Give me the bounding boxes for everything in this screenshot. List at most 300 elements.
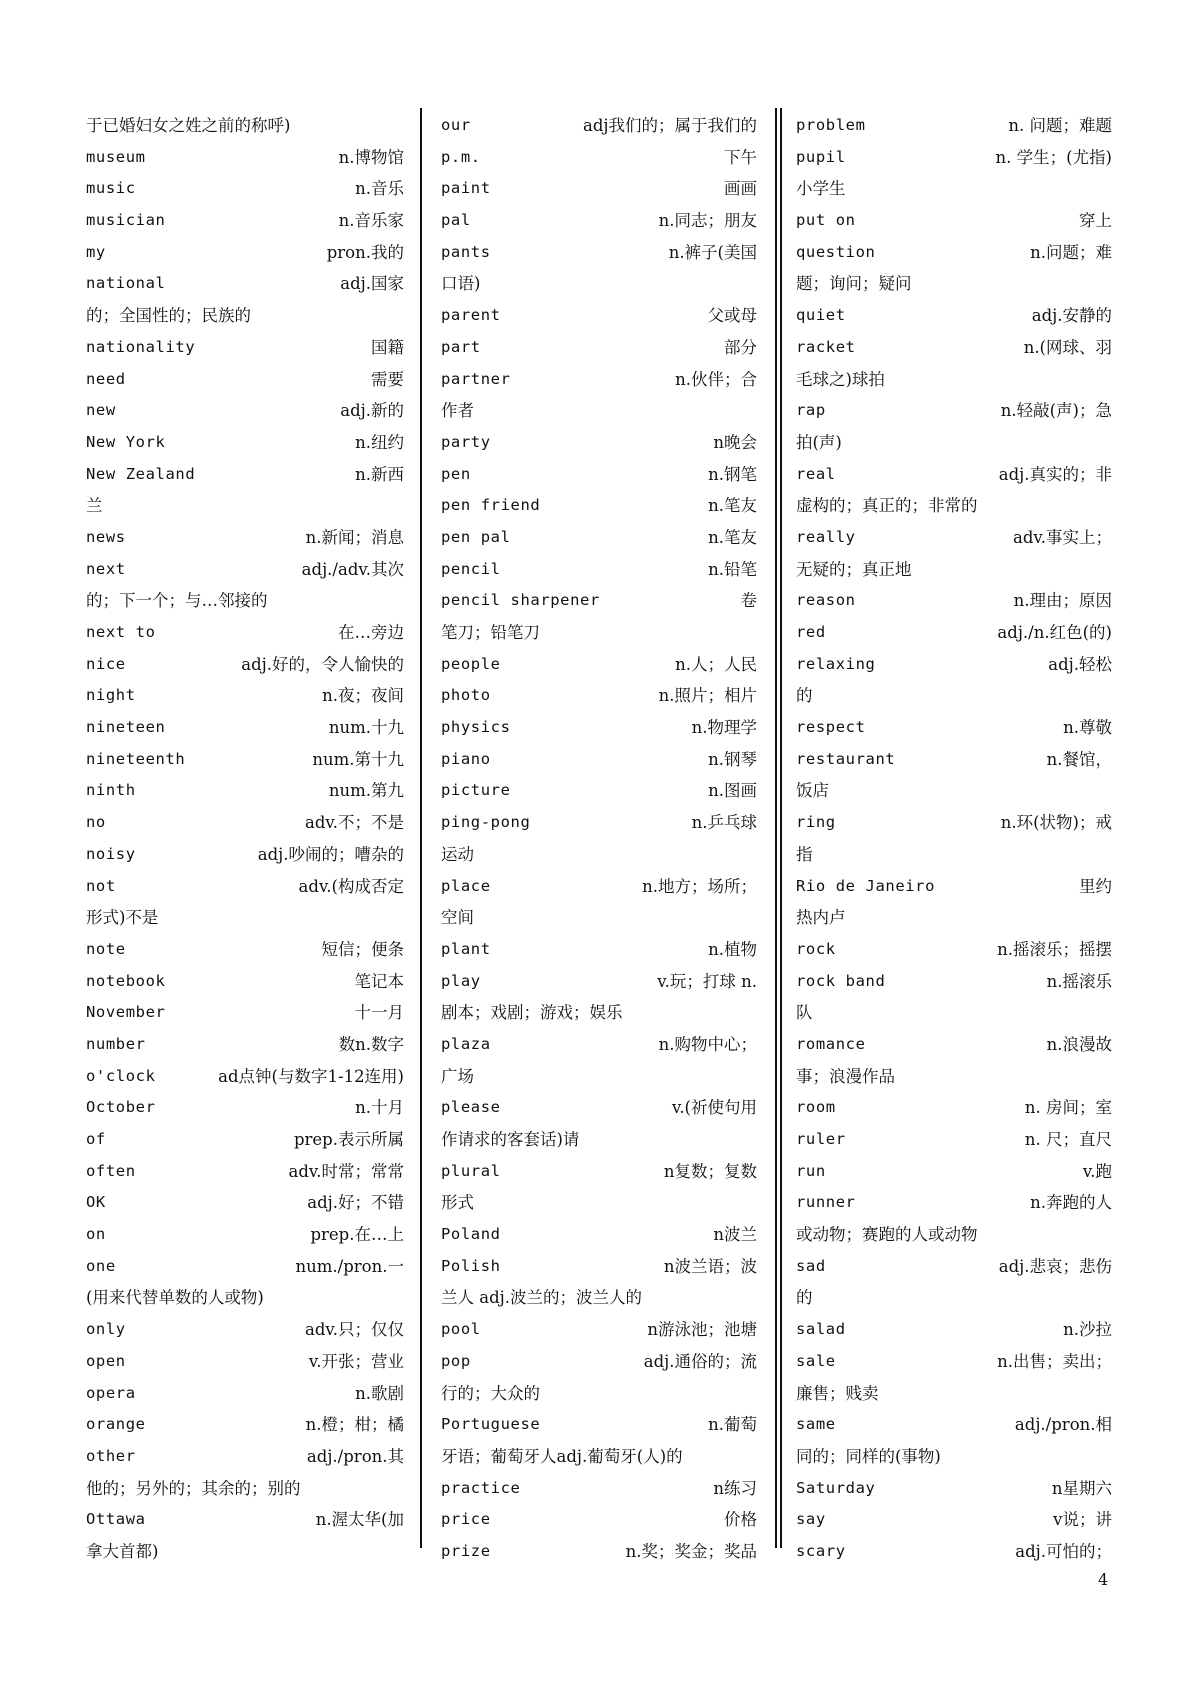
vocab-entry [86,1092,404,1124]
entry-word: red [796,623,826,641]
entry-word: practice [441,1478,521,1497]
vocab-entry [86,1314,404,1346]
column-divider [420,108,422,1548]
entry-definition: adv.只；仅仅 [304,1320,404,1340]
vocab-entry [796,237,1112,269]
continuation-text: 小学生 [796,179,846,199]
entry-word: room [796,1098,836,1117]
continuation-text: 拿大首都) [86,1541,159,1561]
vocab-entry [441,871,757,903]
entry-word: racket [796,337,856,356]
entry-word: Saturday [796,1478,876,1497]
entry-word: pen [441,464,471,483]
continuation-text: 牙语；葡萄牙人adj.葡萄牙(人)的 [441,1446,683,1466]
continuation-text: 饭店 [796,781,829,801]
entry-word: New York [86,432,166,451]
vocab-entry [441,680,757,712]
entry-word: notebook [86,971,166,990]
entry-word: really [796,527,856,546]
entry-word: ping-pong [441,813,531,832]
vocab-entry [86,839,404,871]
vocab-entry [86,459,404,491]
entry-definition: n.尊敬 [1063,718,1112,738]
entry-definition: 里约 [1079,876,1112,896]
definition-continuation [86,902,404,934]
vocab-entry [796,1187,1112,1219]
continuation-text: 事；浪漫作品 [796,1066,895,1086]
entry-word: musician [86,211,166,230]
vocab-entry [86,1187,404,1219]
vocab-entry [86,934,404,966]
vocab-entry [86,237,404,269]
entry-word: prize [441,1541,491,1560]
vocab-entry [86,268,404,300]
entry-word: romance [796,1034,866,1053]
entry-definition: prep.表示所属 [293,1130,404,1149]
entry-definition: n.植物 [708,939,757,959]
entry-word: real [796,464,836,483]
vocab-entry [441,744,757,776]
continuation-text: 兰人 adj.波兰的；波兰人的 [441,1288,643,1308]
continuation-text: 作请求的客套话)请 [441,1130,580,1149]
entry-definition: n.图画 [708,781,757,801]
definition-continuation [796,1282,1112,1314]
vocab-entry [796,110,1112,142]
continuation-text: 拍(声) [796,432,842,452]
continuation-text: 剧本；戏剧；游戏；娱乐 [441,1003,623,1023]
definition-continuation [796,173,1112,205]
column-divider [775,108,777,1548]
entry-word: same [796,1415,836,1434]
vocab-entry [86,1378,404,1410]
continuation-text: 口语) [441,274,481,294]
entry-word: rock band [796,971,886,990]
continuation-text: 廉售；贱卖 [796,1383,879,1403]
entry-definition: adv.事实上； [1012,527,1112,547]
definition-continuation [86,1282,404,1314]
definition-continuation [86,585,404,617]
entry-word: often [86,1161,136,1180]
entry-definition: n.音乐家 [338,211,404,231]
entry-word: quiet [796,306,846,325]
vocab-entry [796,807,1112,839]
vocab-entry [86,1029,404,1061]
vocab-entry [796,1092,1112,1124]
entry-definition: n.物理学 [691,718,757,738]
continuation-text: 热内卢 [796,908,846,928]
entry-definition: n游泳池；池塘 [647,1320,757,1340]
vocab-entry [441,1092,757,1124]
entry-definition: n.问题；难 [1030,242,1112,262]
entry-definition: 父或母 [707,306,757,326]
definition-continuation [441,617,757,649]
entry-definition: n.轻敲(声)；急 [1000,401,1112,421]
vocab-entry [86,649,404,681]
entry-word: no [86,813,106,832]
entry-definition: 国籍 [371,337,404,357]
vocab-entry [441,142,757,174]
vocab-entry [796,1156,1112,1188]
vocab-entry [796,300,1112,332]
entry-definition: adj./pron.相 [1014,1415,1112,1435]
continuation-text: 形式 [441,1193,474,1213]
vocab-entry [441,205,757,237]
entry-word: only [86,1320,126,1339]
entry-word: note [86,939,126,958]
entry-definition: n.人；人民 [675,654,757,674]
vocab-entry [796,585,1112,617]
definition-continuation [796,680,1112,712]
entry-word: on [86,1225,106,1244]
vocab-entry [796,1504,1112,1536]
vocab-entry [796,395,1112,427]
entry-word: part [441,337,481,356]
vocab-entry [441,300,757,332]
entry-word: ruler [796,1130,846,1148]
vocab-entry [441,459,757,491]
entry-definition: n.十月 [355,1098,404,1118]
entry-word: pen friend [441,496,541,515]
definition-continuation [796,364,1112,396]
definition-continuation [796,997,1112,1029]
entry-definition: n.歌剧 [355,1383,404,1403]
entry-word: nineteenth [86,749,186,768]
entry-word: paint [441,179,491,198]
entry-definition: n.纽约 [355,432,404,452]
vocab-entry [86,807,404,839]
continuation-text: 的；下一个；与…邻接的 [86,591,268,611]
entry-word: pencil sharpener [441,591,600,610]
entry-definition: 下午 [724,147,757,167]
entry-definition: n.奔跑的人 [1030,1193,1112,1213]
entry-definition: n.同志；朋友 [658,211,757,231]
entry-definition: n.博物馆 [338,147,404,167]
vocab-entry [86,1409,404,1441]
entry-word: nice [86,654,126,673]
entry-word: plural [441,1161,501,1180]
entry-definition: num./pron.一 [295,1256,404,1276]
vocab-entry [441,110,757,142]
continuation-text: 的 [796,1288,813,1308]
entry-definition: num.第十九 [312,749,404,769]
continuation-text: 空间 [441,908,474,928]
entry-word: problem [796,116,866,134]
vocab-entry [796,966,1112,998]
entry-definition: adj.可怕的； [1015,1541,1112,1561]
entry-definition: n晚会 [713,432,757,452]
entry-word: rock [796,939,836,958]
continuation-text: 作者 [441,401,474,421]
vocab-entry [86,744,404,776]
vocab-entry [796,617,1112,649]
entry-definition: n.乒乓球 [691,813,757,833]
continuation-text: 题；询问；疑问 [796,274,912,294]
entry-definition: adj.通俗的；流 [643,1351,757,1371]
continuation-text: 行的；大众的 [441,1383,540,1403]
entry-definition: n.奖；奖金；奖品 [625,1541,757,1561]
continuation-text: 形式)不是 [86,908,159,928]
entry-definition: n.音乐 [355,179,404,199]
entry-definition: n.钢琴 [708,749,757,769]
entry-word: picture [441,781,511,800]
entry-word: piano [441,749,491,768]
vocab-entry [796,1536,1112,1568]
definition-continuation [441,1187,757,1219]
entry-word: price [441,1510,491,1529]
entry-word: nationality [86,337,196,356]
entry-definition: 数n.数字 [338,1034,404,1054]
entry-word: one [86,1256,116,1275]
entry-word: Polish [441,1256,501,1275]
entry-word: our [441,116,471,134]
continuation-text: (用来代替单数的人或物) [86,1288,264,1308]
vocab-entry [796,522,1112,554]
entry-word: other [86,1446,136,1465]
entry-definition: adj./pron.其 [306,1446,404,1466]
definition-continuation [441,268,757,300]
entry-word: pupil [796,147,846,166]
entry-definition: n.橙；柑；橘 [305,1415,404,1435]
entry-word: Portuguese [441,1415,541,1434]
entry-definition: n.沙拉 [1063,1320,1112,1340]
continuation-text: 的 [796,686,813,706]
vocab-entry [86,966,404,998]
entry-word: respect [796,718,866,737]
entry-word: put on [796,211,856,230]
entry-word: physics [441,718,511,737]
column-divider [780,108,782,1548]
entry-definition: n.照片；相片 [658,686,757,706]
entry-definition: n. 房间；室 [1024,1098,1112,1118]
vocab-entry [796,459,1112,491]
entry-definition: 部分 [724,337,757,357]
definition-continuation [441,1061,757,1093]
entry-definition: adj.吵闹的；嘈杂的 [257,844,404,864]
vocab-entry [86,205,404,237]
vocab-entry [86,871,404,903]
entry-definition: n.渥太华(加 [315,1510,404,1530]
entry-word: scary [796,1541,846,1560]
definition-continuation [796,490,1112,522]
entry-word: party [441,432,491,451]
vocab-entry [441,585,757,617]
entry-definition: n.夜；夜间 [322,686,404,706]
continuation-text: 兰 [86,496,103,516]
continuation-text: 同的；同样的(事物) [796,1446,941,1466]
entry-word: restaurant [796,749,896,768]
entry-definition: 画画 [724,179,757,199]
definition-continuation [441,1124,757,1156]
entry-definition: n.浪漫故 [1046,1034,1112,1054]
entry-word: news [86,527,126,546]
vocab-entry [86,1219,404,1251]
vocab-entry [86,617,404,649]
entry-word: pool [441,1320,481,1339]
entry-definition: v说；讲 [1053,1510,1112,1530]
entry-word: sad [796,1256,826,1275]
definition-continuation [796,1219,1112,1251]
vocab-entry [441,649,757,681]
entry-definition: n.新西 [355,464,404,484]
vocab-entry [441,1219,757,1251]
vocab-entry [86,142,404,174]
entry-definition: 短信；便条 [321,939,404,959]
vocab-entry [441,775,757,807]
vocab-entry [441,807,757,839]
definition-continuation [441,839,757,871]
entry-word: Rio de Janeiro [796,876,936,895]
definition-continuation [441,997,757,1029]
vocab-entry [441,1346,757,1378]
continuation-text: 他的；另外的；其余的；别的 [86,1478,301,1498]
entry-definition: v.玩；打球 n. [657,971,757,991]
entry-definition: n复数；复数 [663,1161,757,1181]
entry-word: rap [796,401,826,420]
vocab-entry [86,997,404,1029]
entry-word: next to [86,623,156,641]
entry-definition: n.(网球、羽 [1023,337,1112,357]
entry-definition: adj.安静的 [1031,306,1112,326]
vocab-entry [441,1251,757,1283]
vocab-entry [796,744,1112,776]
entry-definition: 笔记本 [354,971,404,991]
vocab-entry [796,1409,1112,1441]
vocab-entry [86,1156,404,1188]
vocab-entry [86,554,404,586]
entry-word: October [86,1098,156,1117]
entry-word: photo [441,686,491,705]
vocab-entry [441,1536,757,1568]
entry-word: o'clock [86,1066,156,1085]
vocab-entry [796,1251,1112,1283]
entry-definition: n.笔友 [708,496,757,516]
entry-definition: 十一月 [354,1003,404,1023]
entry-word: ring [796,813,836,832]
entry-word: say [796,1510,826,1529]
entry-word: salad [796,1320,846,1339]
vocab-entry [441,364,757,396]
vocab-entry [441,966,757,998]
vocab-entry [441,490,757,522]
definition-continuation [441,902,757,934]
definition-continuation [796,554,1112,586]
entry-word: relaxing [796,654,876,673]
entry-word: pencil [441,559,501,578]
vocab-entry [796,1314,1112,1346]
definition-continuation [86,300,404,332]
vocab-entry [441,554,757,586]
vocab-entry [441,934,757,966]
entry-word: please [441,1098,501,1117]
entry-definition: v.跑 [1082,1161,1112,1181]
vocab-entry [441,427,757,459]
entry-word: pants [441,242,491,261]
continuation-text: 的；全国性的；民族的 [86,306,251,326]
entry-definition: n.裤子(美国 [668,242,757,262]
vocab-entry [86,1061,404,1093]
continuation-text: 无疑的；真正地 [796,559,912,579]
vocab-entry [441,1156,757,1188]
entry-definition: n. 学生；(尤指) [995,147,1112,167]
definition-continuation [796,839,1112,871]
entry-word: orange [86,1415,146,1434]
vocab-entry [441,332,757,364]
column-2 [441,110,757,1568]
vocab-entry [441,1409,757,1441]
definition-continuation [86,1536,404,1568]
definition-continuation [796,427,1112,459]
entry-word: plaza [441,1034,491,1053]
entry-word: pal [441,211,471,230]
entry-definition: 穿上 [1079,211,1112,231]
vocab-entry [86,395,404,427]
entry-word: ninth [86,781,136,800]
entry-definition: n.伙伴；合 [675,369,757,389]
vocab-entry [86,427,404,459]
vocab-entry [86,712,404,744]
continuation-text: 虚构的；真正的；非常的 [796,496,978,516]
entry-definition: n.笔友 [708,527,757,547]
definition-continuation [796,775,1112,807]
entry-definition: adj.真实的；非 [998,464,1112,484]
entry-word: November [86,1003,166,1022]
entry-definition: 在…旁边 [338,623,404,642]
entry-word: noisy [86,844,136,863]
definition-continuation [796,1441,1112,1473]
vocab-entry [86,1346,404,1378]
entry-definition: adj./adv.其次 [301,559,404,579]
entry-word: night [86,686,136,705]
entry-definition: adj.轻松 [1048,654,1112,674]
entry-word: p.m. [441,147,481,166]
vocab-entry [796,1473,1112,1505]
definition-continuation [441,1441,757,1473]
vocab-entry [441,237,757,269]
entry-word: opera [86,1383,136,1402]
vocab-entry [441,1029,757,1061]
entry-word: Poland [441,1225,501,1244]
entry-word: not [86,876,116,895]
vocab-entry [86,1124,404,1156]
vocab-entry [86,1441,404,1473]
vocab-entry [441,1314,757,1346]
entry-definition: n练习 [713,1478,757,1498]
entry-definition: n. 问题；难题 [1008,116,1112,135]
definition-continuation [86,110,404,142]
vocab-entry [441,712,757,744]
vocab-entry [86,173,404,205]
entry-word: reason [796,591,856,610]
entry-word: of [86,1130,106,1148]
vocab-entry [441,522,757,554]
entry-definition: n. 尺；直尺 [1024,1130,1112,1149]
entry-definition: adj.好；不错 [307,1193,404,1213]
continuation-text: 广场 [441,1066,474,1086]
vocab-entry [86,364,404,396]
entry-word: my [86,242,106,261]
column-1 [86,110,404,1568]
entry-definition: adj我们的；属于我们的 [582,116,757,135]
entry-word: next [86,559,126,578]
entry-definition: pron.我的 [326,242,404,262]
definition-continuation [796,268,1112,300]
entry-word: number [86,1034,146,1053]
definition-continuation [86,1473,404,1505]
definition-continuation [441,395,757,427]
entry-definition: n.餐馆， [1046,749,1112,769]
entry-definition: v.(祈使句用 [671,1098,757,1118]
entry-word: pen pal [441,527,511,546]
